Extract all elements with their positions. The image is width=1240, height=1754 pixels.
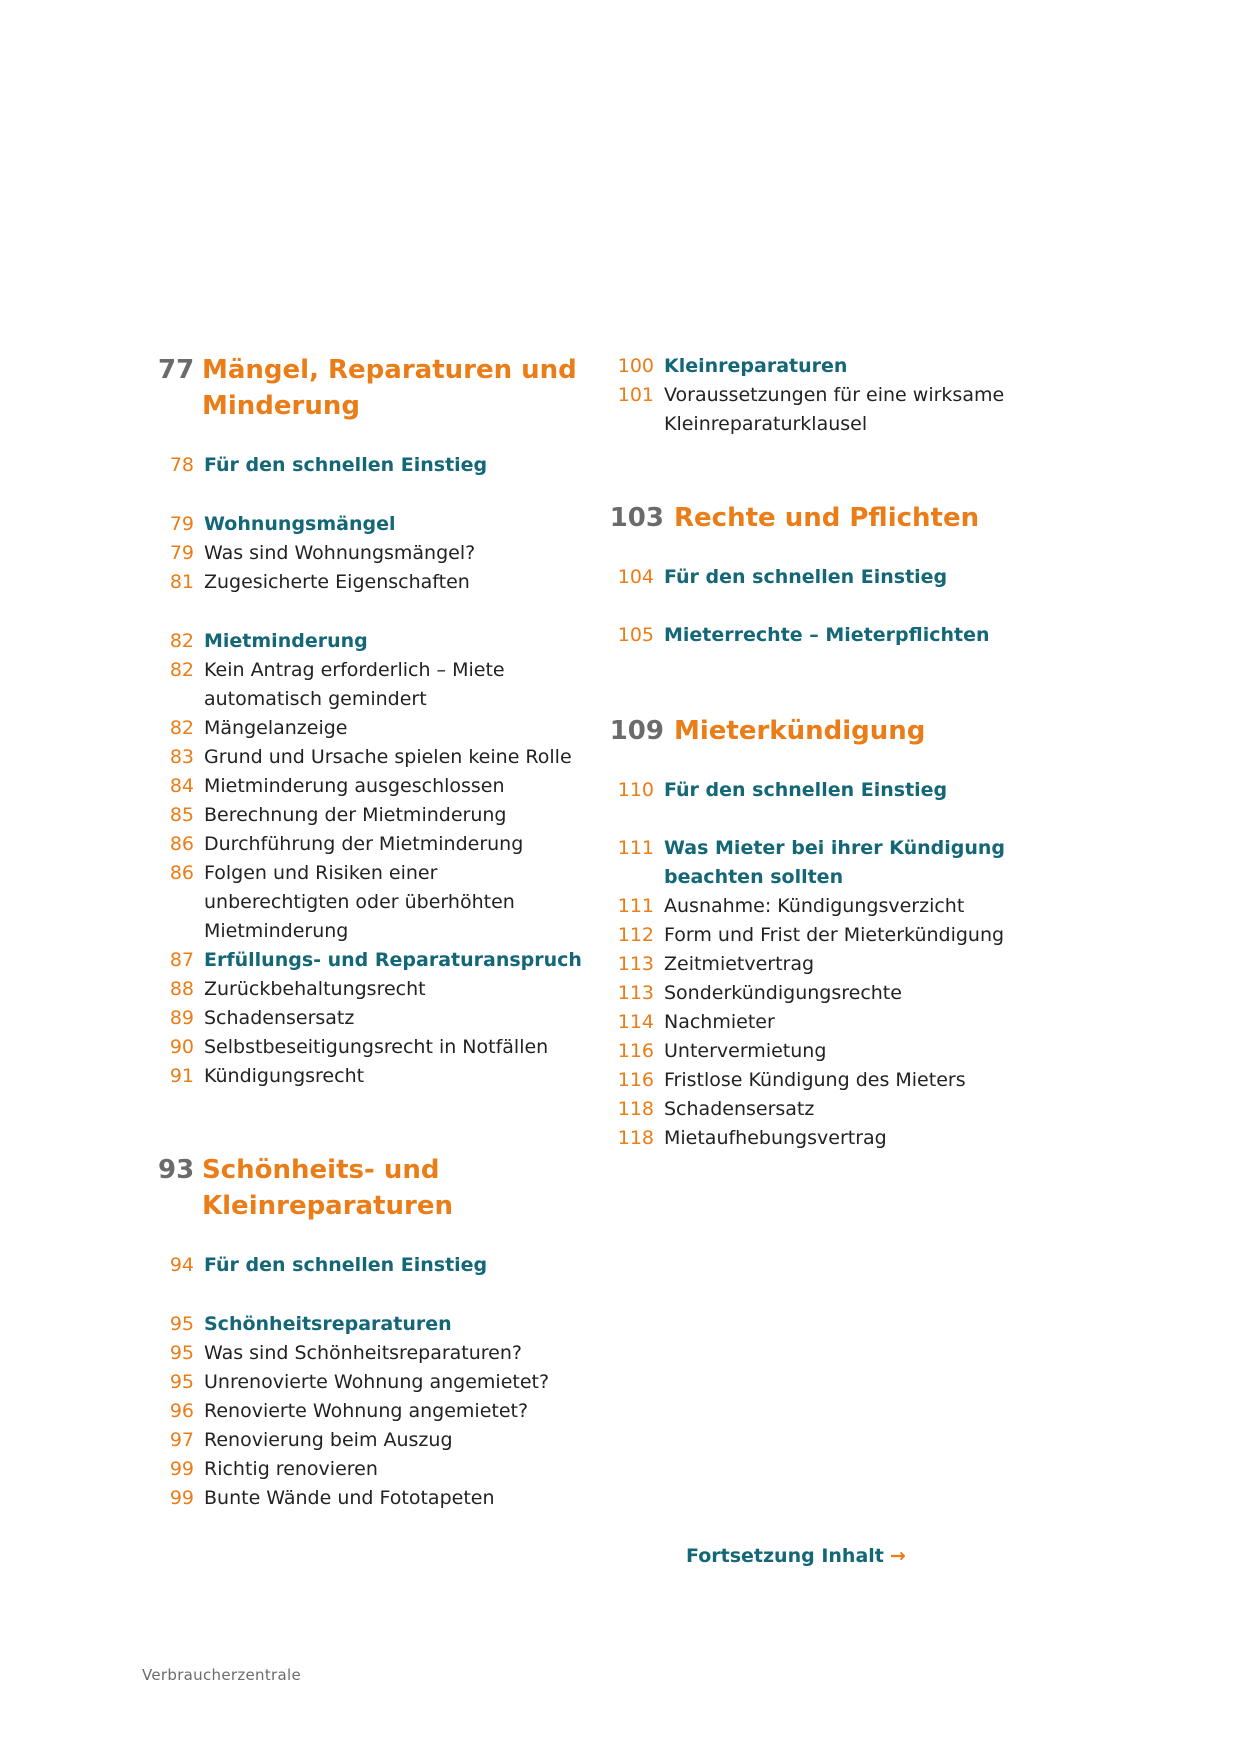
- toc-chapter[interactable]: [608, 500, 1048, 536]
- item-title: Ausnahme: Kündigungsverzicht: [664, 895, 965, 917]
- item-title: Zeitmietvertrag: [664, 953, 815, 975]
- item-page-number: 97: [169, 1429, 194, 1451]
- section-page-number: 104: [617, 566, 654, 588]
- item-page-number: 82: [169, 659, 194, 681]
- toc-item[interactable]: [160, 743, 572, 772]
- item-page-number: 84: [169, 775, 194, 797]
- toc-item[interactable]: [617, 1066, 966, 1095]
- item-title: Schadensersatz: [664, 1098, 815, 1120]
- toc-item[interactable]: [617, 381, 1040, 439]
- section-title: Für den schnellen Einstieg: [204, 454, 488, 476]
- section-page-number: 82: [169, 630, 194, 652]
- section-page-number: 87: [169, 949, 194, 971]
- toc-chapter[interactable]: [158, 1152, 458, 1224]
- section-title: Für den schnellen Einstieg: [664, 566, 948, 588]
- toc-item[interactable]: [160, 714, 347, 743]
- section-page-number: 94: [169, 1254, 194, 1276]
- toc-item[interactable]: [617, 1037, 827, 1066]
- chapter-page-number: 77: [158, 355, 195, 385]
- chapter-title: Schönheits- und Kleinreparaturen: [202, 1155, 453, 1221]
- item-title: Berechnung der Mietminderung: [204, 804, 507, 826]
- footer-publisher: Verbraucherzentrale: [142, 1666, 301, 1684]
- item-title: Form und Frist der Mieterkündigung: [664, 924, 1005, 946]
- item-title: Was sind Wohnungsmängel?: [204, 542, 476, 564]
- item-title: Fristlose Kündigung des Mieters: [664, 1069, 966, 1091]
- toc-item[interactable]: [160, 568, 470, 597]
- item-title: Grund und Ursache spielen keine Rolle: [204, 746, 572, 768]
- toc-item[interactable]: [160, 1397, 528, 1426]
- toc-item[interactable]: [160, 656, 540, 714]
- section-title: Für den schnellen Einstieg: [664, 779, 948, 801]
- toc-item[interactable]: [160, 859, 580, 946]
- section-page-number: 100: [617, 355, 654, 377]
- arrow-right-icon: →: [889, 1545, 906, 1567]
- chapter-title: Mängel, Reparaturen und Minderung: [202, 355, 577, 421]
- item-page-number: 112: [617, 924, 654, 946]
- item-title: Unrenovierte Wohnung angemietet?: [204, 1371, 550, 1393]
- item-page-number: 86: [169, 833, 194, 855]
- toc-item[interactable]: [617, 1008, 775, 1037]
- chapter-title: Rechte und Pflichten: [674, 503, 980, 533]
- toc-section[interactable]: [160, 451, 487, 480]
- item-page-number: 82: [169, 717, 194, 739]
- item-title: Nachmieter: [664, 1011, 775, 1033]
- section-title: Erfüllungs- und Reparaturanspruch: [204, 949, 582, 971]
- item-page-number: 89: [169, 1007, 194, 1029]
- section-page-number: 79: [169, 513, 194, 535]
- item-page-number: 96: [169, 1400, 194, 1422]
- item-page-number: 114: [617, 1011, 654, 1033]
- toc-section[interactable]: [160, 1251, 487, 1280]
- chapter-title: Mieterkündigung: [674, 716, 926, 746]
- toc-item[interactable]: [617, 950, 815, 979]
- section-title: Was Mieter bei ihrer Kündigung beachten sollten: [664, 837, 1005, 888]
- toc-item[interactable]: [617, 1095, 815, 1124]
- toc-item[interactable]: [617, 1124, 887, 1153]
- item-title: Sonderkündigungsrechte: [664, 982, 902, 1004]
- section-title: Schönheitsreparaturen: [204, 1313, 452, 1335]
- item-title: Zurückbehaltungsrecht: [204, 978, 426, 1000]
- toc-section[interactable]: [617, 563, 948, 592]
- toc-item[interactable]: [160, 1455, 378, 1484]
- section-title: Kleinreparaturen: [664, 355, 848, 377]
- item-title: Durchführung der Mietminderung: [204, 833, 524, 855]
- section-title: Wohnungsmängel: [204, 513, 396, 535]
- toc-item[interactable]: [160, 1339, 522, 1368]
- item-page-number: 95: [169, 1371, 194, 1393]
- section-page-number: 110: [617, 779, 654, 801]
- item-title: Was sind Schönheitsreparaturen?: [204, 1342, 522, 1364]
- item-title: Renovierung beim Auszug: [204, 1429, 453, 1451]
- toc-section[interactable]: [617, 834, 1070, 892]
- toc-section[interactable]: [160, 946, 582, 975]
- toc-section[interactable]: [617, 352, 848, 381]
- item-page-number: 118: [617, 1098, 654, 1120]
- section-page-number: 95: [169, 1313, 194, 1335]
- item-page-number: 116: [617, 1069, 654, 1091]
- toc-section[interactable]: [617, 776, 948, 805]
- toc-section[interactable]: [617, 621, 990, 650]
- item-page-number: 118: [617, 1127, 654, 1149]
- toc-item[interactable]: [160, 1033, 548, 1062]
- item-title: Mietaufhebungsvertrag: [664, 1127, 887, 1149]
- item-title: Zugesicherte Eigenschaften: [204, 571, 470, 593]
- toc-item[interactable]: [160, 772, 505, 801]
- section-title: Mietminderung: [204, 630, 368, 652]
- item-page-number: 86: [169, 862, 194, 884]
- item-page-number: 116: [617, 1040, 654, 1062]
- chapter-page-number: 103: [609, 503, 664, 533]
- section-page-number: 105: [617, 624, 654, 646]
- toc-item[interactable]: [160, 1484, 495, 1513]
- toc-item[interactable]: [160, 830, 523, 859]
- toc-item[interactable]: [617, 979, 902, 1008]
- section-title: Für den schnellen Einstieg: [204, 1254, 488, 1276]
- toc-section[interactable]: [160, 627, 368, 656]
- toc-item[interactable]: [160, 1004, 354, 1033]
- toc-item[interactable]: [160, 975, 426, 1004]
- continue-toc-label: Fortsetzung Inhalt: [686, 1545, 884, 1567]
- item-title: Renovierte Wohnung angemietet?: [204, 1400, 529, 1422]
- item-title: Richtig renovieren: [204, 1458, 378, 1480]
- item-title: Untervermietung: [664, 1040, 827, 1062]
- item-page-number: 95: [169, 1342, 194, 1364]
- item-page-number: 85: [169, 804, 194, 826]
- item-page-number: 113: [617, 982, 654, 1004]
- item-title: Kein Antrag erforderlich – Miete automatisch gemindert: [204, 659, 505, 710]
- item-title: Bunte Wände und Fototapeten: [204, 1487, 495, 1509]
- item-page-number: 99: [169, 1458, 194, 1480]
- toc-item[interactable]: [160, 1426, 453, 1455]
- item-title: Selbstbeseitigungsrecht in Notfällen: [204, 1036, 549, 1058]
- item-page-number: 88: [169, 978, 194, 1000]
- toc-item[interactable]: [160, 801, 506, 830]
- item-title: Schadensersatz: [204, 1007, 355, 1029]
- toc-item[interactable]: [160, 539, 475, 568]
- item-page-number: 79: [169, 542, 194, 564]
- item-page-number: 91: [169, 1065, 194, 1087]
- toc-item[interactable]: [617, 892, 965, 921]
- continue-toc-link[interactable]: [686, 1542, 906, 1571]
- item-title: Mängelanzeige: [204, 717, 348, 739]
- toc-chapter[interactable]: [608, 713, 1048, 749]
- toc-item[interactable]: [617, 921, 1005, 950]
- toc-section[interactable]: [160, 1310, 452, 1339]
- item-title: Kündigungsrecht: [204, 1065, 365, 1087]
- item-page-number: 83: [169, 746, 194, 768]
- toc-section[interactable]: [160, 510, 396, 539]
- section-title: Mieterrechte – Mieterpflichten: [664, 624, 990, 646]
- section-page-number: 111: [617, 837, 654, 859]
- item-page-number: 113: [617, 953, 654, 975]
- item-page-number: 101: [617, 384, 654, 406]
- toc-item[interactable]: [160, 1062, 364, 1091]
- section-page-number: 78: [169, 454, 194, 476]
- chapter-page-number: 109: [609, 716, 664, 746]
- item-page-number: 111: [617, 895, 654, 917]
- item-title: Folgen und Risiken einer unberechtigten oder überhöhten Mietminderung: [204, 862, 515, 942]
- item-page-number: 99: [169, 1487, 194, 1509]
- item-page-number: 90: [169, 1036, 194, 1058]
- toc-chapter[interactable]: [158, 352, 578, 424]
- toc-item[interactable]: [160, 1368, 549, 1397]
- item-title: Voraussetzungen für eine wirksame Kleinreparaturklausel: [664, 384, 1005, 435]
- item-title: Mietminderung ausgeschlossen: [204, 775, 505, 797]
- chapter-page-number: 93: [158, 1155, 195, 1185]
- item-page-number: 81: [169, 571, 194, 593]
